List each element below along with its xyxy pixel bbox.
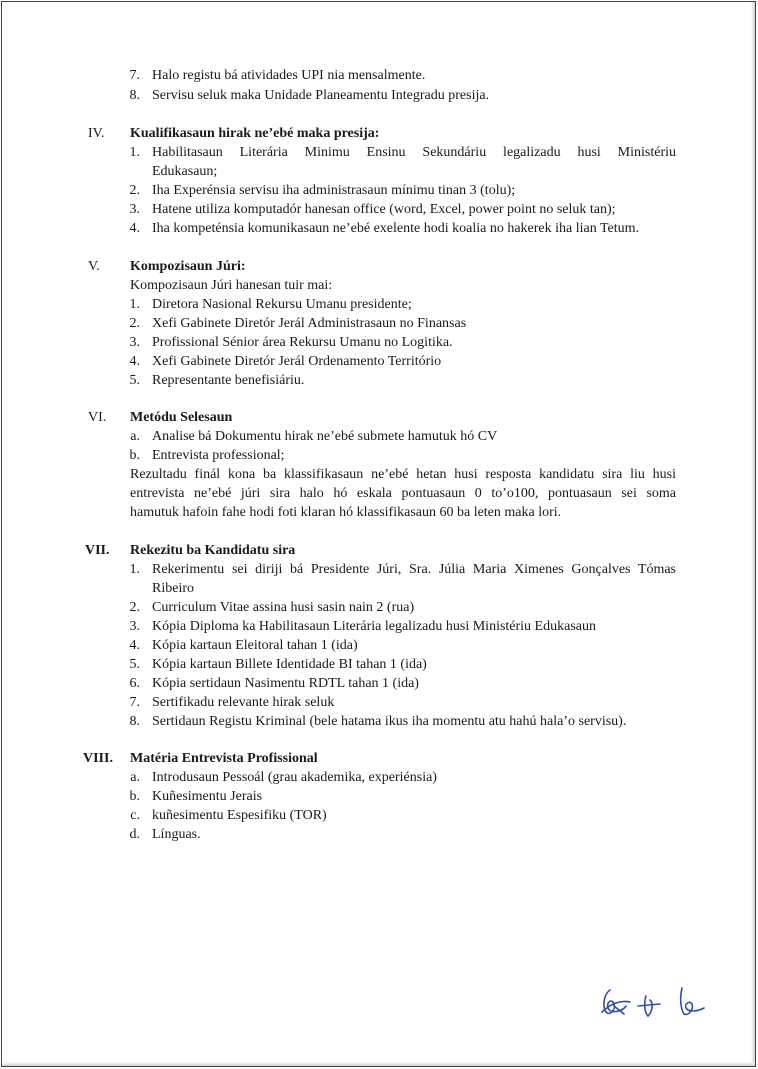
handwritten-initials-signature — [596, 982, 716, 1022]
document-page: 7. Halo registu bá atividades UPI nia mensalmente. 8. Servisu seluk maka Unidade Planeamentu Integradu presija. IV. Kualifikasaun hirak ne’ebé maka presija: 1. Habilitasaun Literária Minimu Ensinu Sekundáriu legalizadu husi Ministériu Edukasaun; 2. Iha Experénsia servisu iha administrasaun mínimu tinan 3 (tolu); 3. Hatene utiliza komputadór hanesan office (word, Excel, power point no seluk tan); 4. Iha kompeténsia komunikasaun ne’ebé exelente hodi koalia no hakerek iha lian Tetum. V. Kompozisaun Júri: Kompozisaun Júri hanesan tuir mai: 1. Diretora Nasional Rekursu Umanu presidente; 2. Xefi Gabinete Diretór Jerál Administrasaun no Finansas 3. Profissional Sénior área Rekursu Umanu no Logitika. 4. Xefi Gabinete Diretór Jerál Ordenamento Território 5. Representante benefisiáriu. VI. Metódu Selesaun a. Analise bá Dokumentu hirak ne’ebé submete hamutuk hó CV b. Entrevista professional; Rezultadu finál kona ba klassifikasaun ne’ebé hetan husi resposta kandidatu sira liu husi entrevista ne’ebé júri sira halo hó eskala pontuasaun 0 to’o100, pontuasaun sei soma hamutuk hafoin fahe hodi foti klaran hó klassifikasaun 60 ba leten maka lori. VII. Rekezitu ba Kandidatu sira 1. Rekerimentu sei diriji bá Presidente Júri, Sra. Júlia Maria Ximenes Gonçalves Tómas Ribeiro 2. Curriculum Vitae assina husi sasin nain 2 (rua) 3. Kópia Diploma ka Habilitasaun Literária legalizadu husi Ministériu Edukasaun 4. Kópia kartaun Eleitoral tahan 1 (ida) 5. Kópia kartaun Billete Identidade BI tahan 1 (ida) 6. Kópia sertidaun Nasimentu RDTL tahan 1 (ida) 7. Sertifikadu relevante hirak seluk 8. Sertidaun Registu Kriminal (bele hatama ikus iha momentu atu hahú hala’o servisu). VIII. Matéria Entrevista Profissional a. Introdusaun Pessoál (grau akademika, experiénsia) b. Kuñesimentu Jerais c. kuñesimentu Espesifiku (TOR) d. Línguas. — [1, 1, 756, 1067]
page-shadow-bottom — [2, 1062, 755, 1066]
page-shadow-right — [751, 2, 755, 1066]
